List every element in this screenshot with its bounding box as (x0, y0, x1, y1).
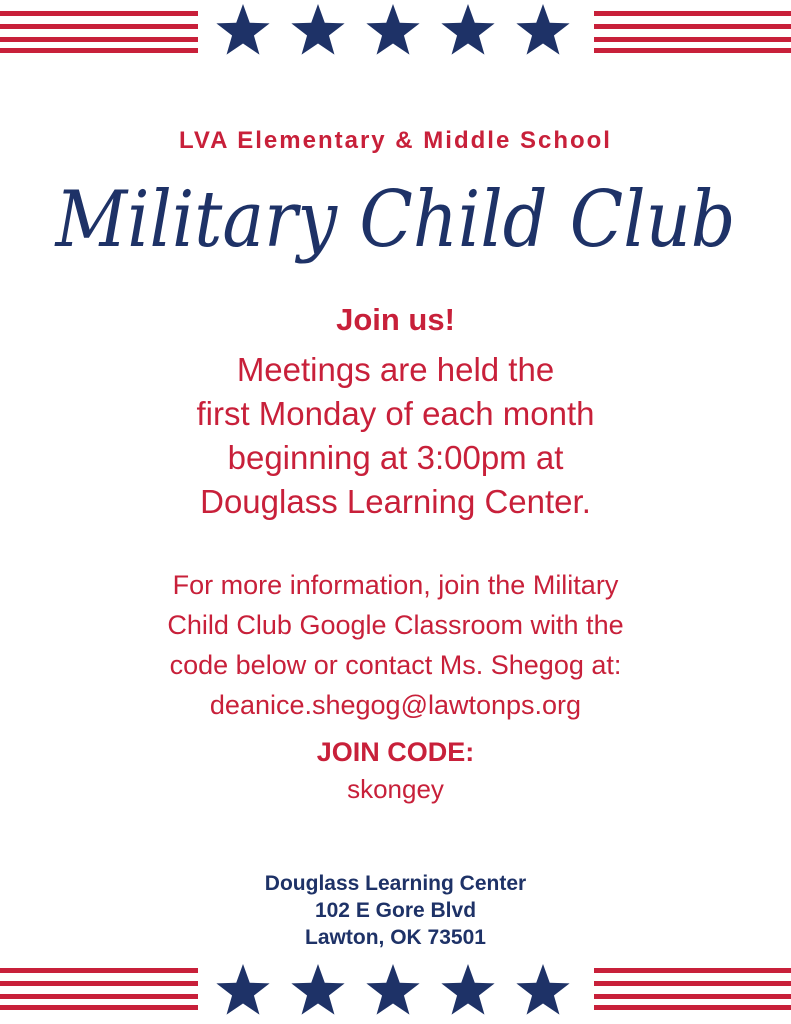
star-icon (516, 964, 569, 1015)
stripe (0, 968, 198, 973)
contact-email[interactable]: deanice.shegog@lawtonps.org (209, 690, 582, 720)
stripe (594, 968, 791, 973)
join-us-heading: Join us! (336, 302, 455, 337)
left-stripes (0, 11, 198, 53)
star-icon (366, 4, 419, 55)
star-row (213, 2, 578, 58)
stripe (0, 981, 198, 986)
right-stripes (594, 968, 791, 1010)
star-icon (216, 4, 269, 55)
stripe (0, 37, 198, 42)
info-line: Child Club Google Classroom with the (167, 610, 624, 640)
star-row (213, 962, 578, 1018)
club-title-text: Military Child Club (53, 175, 736, 265)
stripe (0, 994, 198, 999)
address-name: Douglass Learning Center (264, 872, 527, 895)
meeting-line: beginning at 3:00pm at (227, 439, 564, 476)
join-code-label: JOIN CODE: (316, 737, 475, 767)
stripe (594, 11, 791, 16)
stripe (594, 1005, 791, 1010)
star-icon (291, 964, 344, 1015)
more-info (0, 565, 791, 725)
left-stripes (0, 968, 198, 1010)
right-stripes (594, 11, 791, 53)
stripe (594, 37, 791, 42)
star-icon (516, 4, 569, 55)
star-icon (441, 4, 494, 55)
star-icon (366, 964, 419, 1015)
meeting-line: Douglass Learning Center. (200, 483, 591, 520)
top-decoration-band (0, 0, 791, 60)
stripe (0, 11, 198, 16)
stripe (0, 1005, 198, 1010)
bottom-decoration-band (0, 960, 791, 1020)
club-title (0, 166, 791, 286)
star-icon (216, 964, 269, 1015)
meeting-details (0, 348, 791, 524)
stripe (594, 48, 791, 53)
star-icon (291, 4, 344, 55)
address-block (0, 870, 791, 951)
meeting-line: first Monday of each month (196, 395, 595, 432)
stripe (594, 981, 791, 986)
meeting-line: Meetings are held the (236, 351, 555, 388)
address-city: Lawton, OK 73501 (305, 926, 486, 949)
info-line: For more information, join the Military (172, 570, 619, 600)
stripe (0, 48, 198, 53)
stripe (594, 994, 791, 999)
star-icon (441, 964, 494, 1015)
stripe (594, 24, 791, 29)
join-code-value: skongey (347, 774, 444, 804)
address-street: 102 E Gore Blvd (314, 899, 477, 922)
info-line: code below or contact Ms. Shegog at: (169, 650, 622, 680)
stripe (0, 24, 198, 29)
school-name: LVA Elementary & Middle School (179, 127, 612, 154)
